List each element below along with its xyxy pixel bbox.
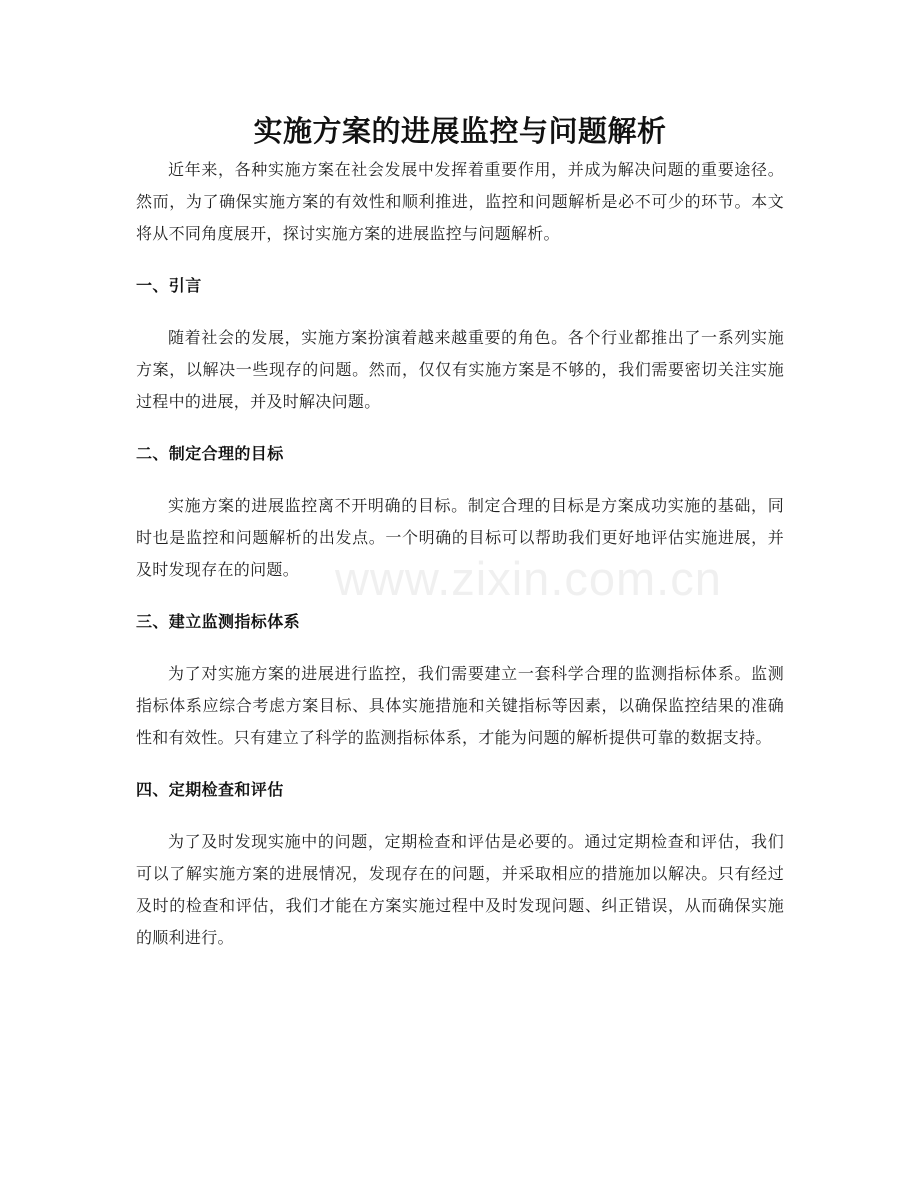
section-heading: 二、制定合理的目标 xyxy=(136,444,284,463)
document-title: 实施方案的进展监控与问题解析 xyxy=(253,114,667,148)
section-introduction xyxy=(136,270,784,418)
section-paragraph: 实施方案的进展监控离不开明确的目标。制定合理的目标是方案成功实施的基础，同时也是监控和问题解析的出发点。一个明确的目标可以帮助我们更好地评估实施进展，并及时发现存在的问题。 xyxy=(136,496,784,579)
section-set-goals xyxy=(136,438,784,586)
section-heading: 三、建立监测指标体系 xyxy=(136,612,301,631)
intro-paragraph: 近年来，各种实施方案在社会发展中发挥着重要作用，并成为解决问题的重要途径。然而，为了确保实施方案的有效性和顺利推进，监控和问题解析是必不可少的环节。本文将从不同角度展开，探讨实施方案的进展监控与问题解析。 xyxy=(136,160,784,243)
section-paragraph: 随着社会的发展，实施方案扮演着越来越重要的角色。各个行业都推出了一系列实施方案，以解决一些现存的问题。然而，仅仅有实施方案是不够的，我们需要密切关注实施过程中的进展，并及时解决问题。 xyxy=(136,328,784,411)
section-paragraph: 为了对实施方案的进展进行监控，我们需要建立一套科学合理的监测指标体系。监测指标体系应综合考虑方案目标、具体实施措施和关键指标等因素，以确保监控结果的准确性和有效性。只有建立了科学的监测指标体系，才能为问题的解析提供可靠的数据支持。 xyxy=(136,664,784,747)
section-heading: 四、定期检查和评估 xyxy=(136,780,284,799)
section-heading: 一、引言 xyxy=(136,276,202,295)
section-paragraph: 为了及时发现实施中的问题，定期检查和评估是必要的。通过定期检查和评估，我们可以了解实施方案的进展情况，发现存在的问题，并采取相应的措施加以解决。只有经过及时的检查和评估，我们才能在方案实施过程中及时发现问题、纠正错误，从而确保实施的顺利进行。 xyxy=(136,832,784,947)
watermark: www.zixin.com.cn xyxy=(335,552,722,605)
section-monitoring-indicators xyxy=(136,606,784,754)
section-regular-review xyxy=(136,774,784,954)
